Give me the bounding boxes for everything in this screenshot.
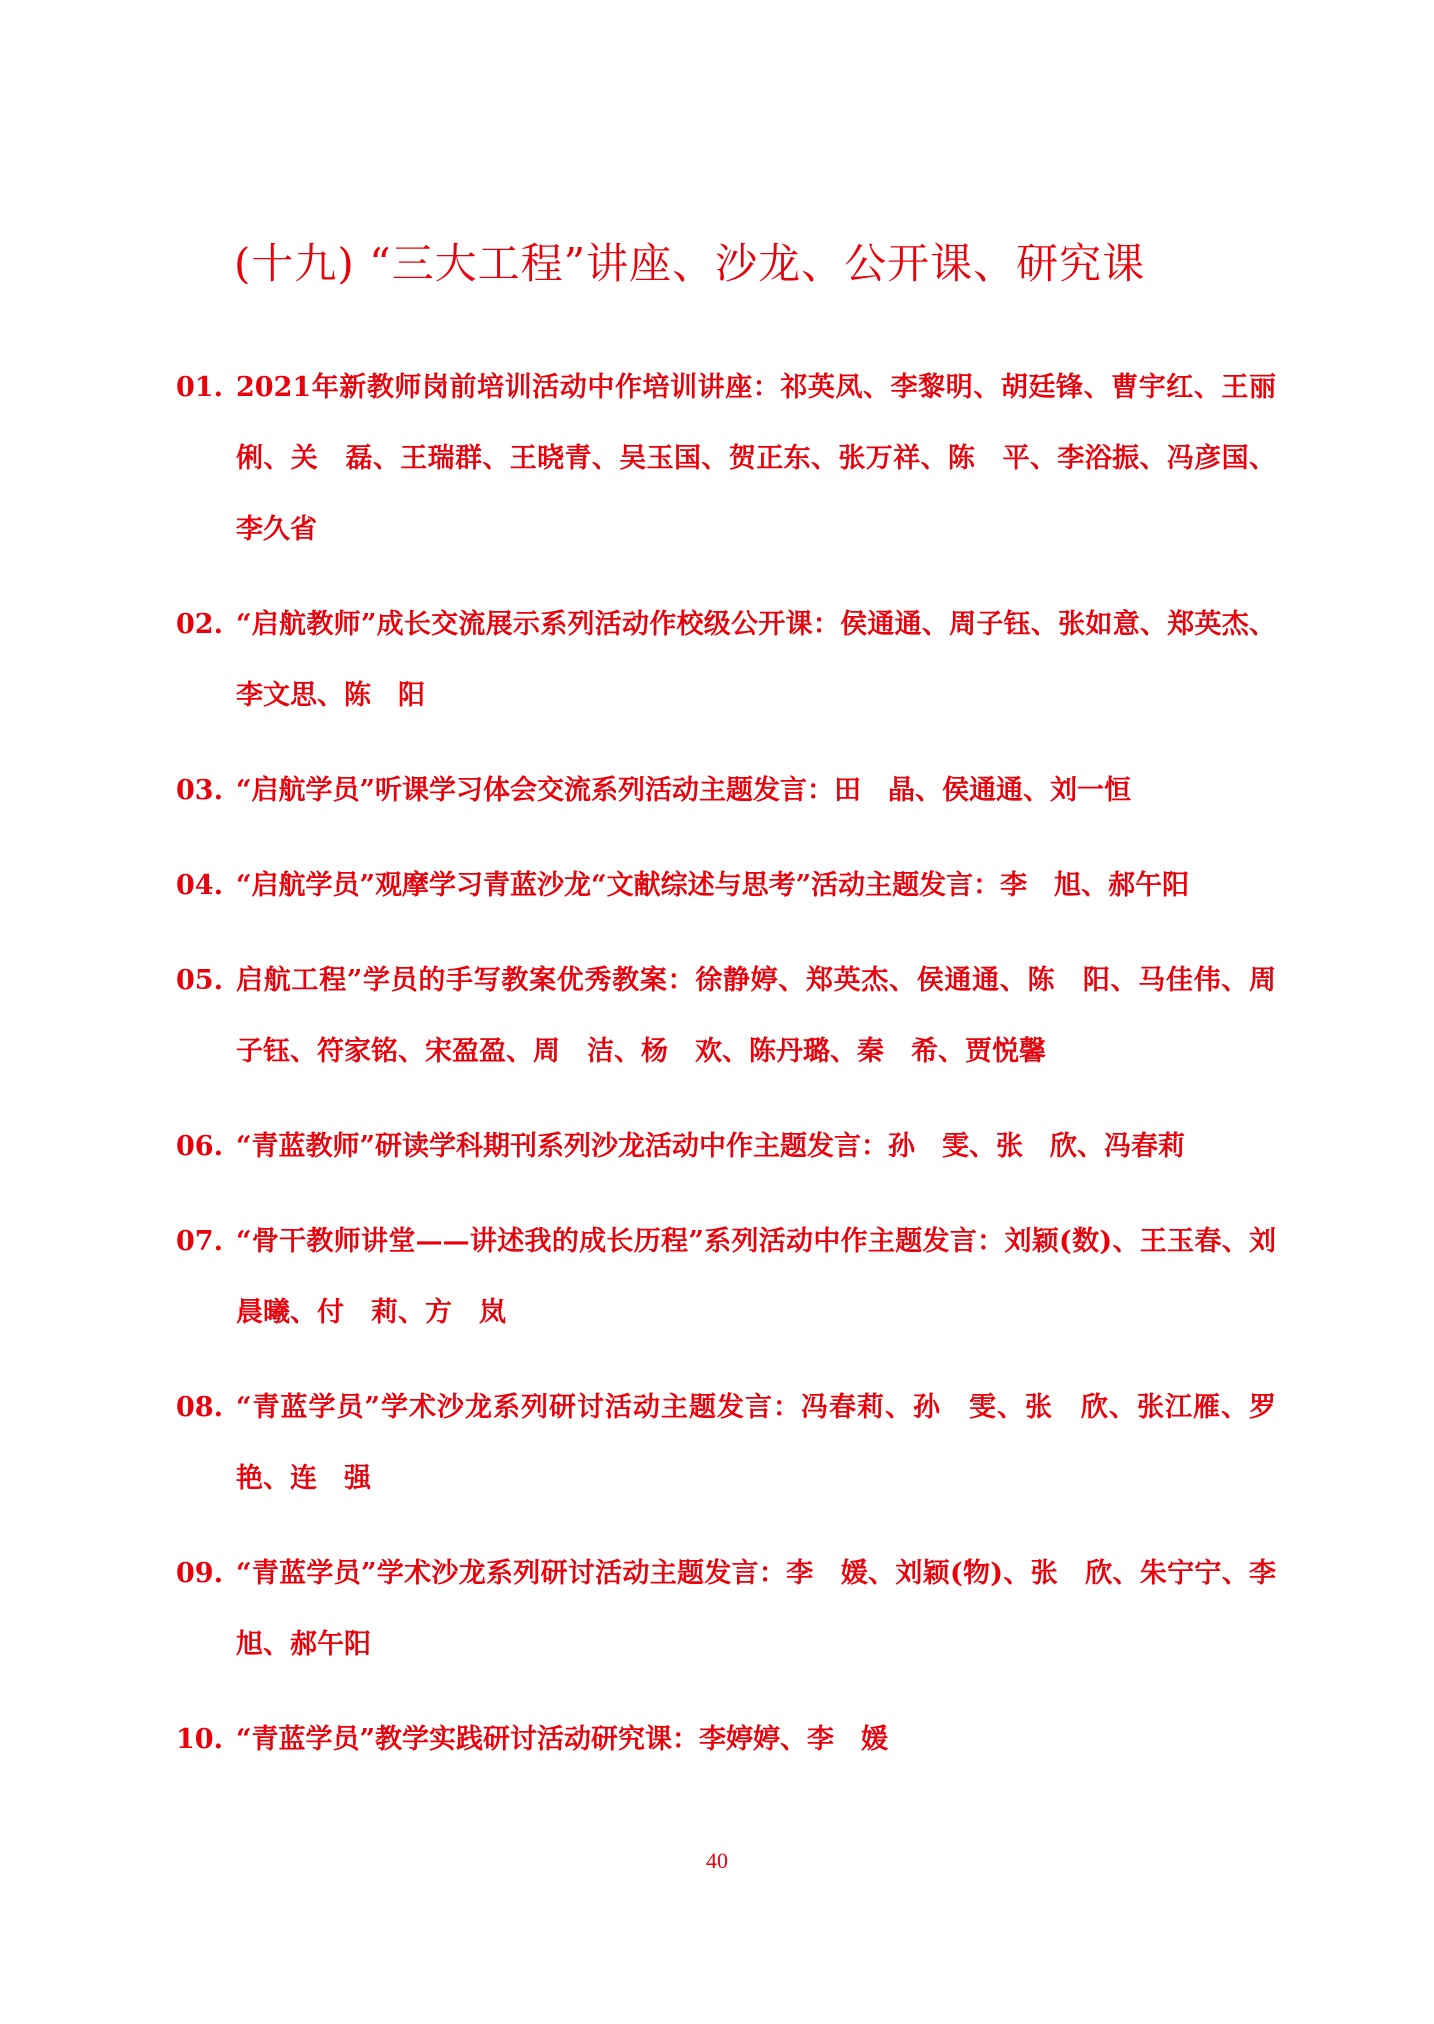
list-item [0, 755, 1434, 826]
item-number: 05. [176, 965, 223, 996]
item-text: “启航学员”听课学习体会交流系列活动主题发言：田 晶、侯通通、刘一恒 [236, 775, 1132, 806]
page-number: 40 [706, 1848, 728, 1873]
list-item [0, 1111, 1434, 1182]
list-item [0, 589, 1434, 731]
item-text: “青蓝学员”教学实践研讨活动研究课：李婷婷、李 媛 [236, 1724, 889, 1755]
item-text: 2021年新教师岗前培训活动中作培训讲座：祁英凤、李黎明、胡廷锋、曹宇红、王丽俐、关 磊、王瑞群、王晓青、吴玉国、贺正东、张万祥、陈 平、李浴振、冯彦国、李久省 [236, 372, 1276, 545]
section-heading: (十九) “三大工程”讲座、沙龙、公开课、研究课 [234, 239, 1146, 288]
list-item [0, 352, 1434, 565]
item-number: 10. [176, 1724, 223, 1755]
item-number: 02. [176, 609, 223, 640]
item-number: 04. [176, 870, 223, 901]
item-text: “青蓝学员”学术沙龙系列研讨活动主题发言：李 媛、刘颖(物)、张 欣、朱宁宁、李 旭、郝午阳 [236, 1558, 1303, 1660]
item-number: 01. [176, 372, 223, 403]
item-list [0, 352, 1434, 1799]
list-item [0, 1704, 1434, 1775]
item-number: 06. [176, 1131, 223, 1162]
item-text: “青蓝教师”研读学科期刊系列沙龙活动中作主题发言：孙 雯、张 欣、冯春莉 [236, 1131, 1186, 1162]
item-text: “启航教师”成长交流展示系列活动作校级公开课：侯通通、周子钰、张如意、郑英杰、李文思、陈 阳 [236, 609, 1276, 711]
item-number: 03. [176, 775, 223, 806]
item-text: 启航工程”学员的手写教案优秀教案：徐静婷、郑英杰、侯通通、陈 阳、马佳伟、周子钰、符家铭、宋盈盈、周 洁、杨 欢、陈丹璐、秦 希、贾悦馨 [236, 965, 1276, 1067]
list-item [0, 1372, 1434, 1514]
list-item [0, 1538, 1434, 1680]
list-item [0, 945, 1434, 1087]
item-text: “骨干教师讲堂——讲述我的成长历程”系列活动中作主题发言：刘颖(数)、王玉春、刘晨曦、付 莉、方 岚 [236, 1226, 1276, 1328]
item-number: 07. [176, 1226, 223, 1257]
item-text: “青蓝学员”学术沙龙系列研讨活动主题发言：冯春莉、孙 雯、张 欣、张江雁、罗 艳、连 强 [236, 1392, 1303, 1494]
item-number: 08. [176, 1392, 223, 1423]
list-item [0, 850, 1434, 921]
list-item [0, 1206, 1434, 1348]
item-text: “启航学员”观摩学习青蓝沙龙“文献综述与思考”活动主题发言：李 旭、郝午阳 [236, 870, 1190, 901]
item-number: 09. [176, 1558, 223, 1589]
